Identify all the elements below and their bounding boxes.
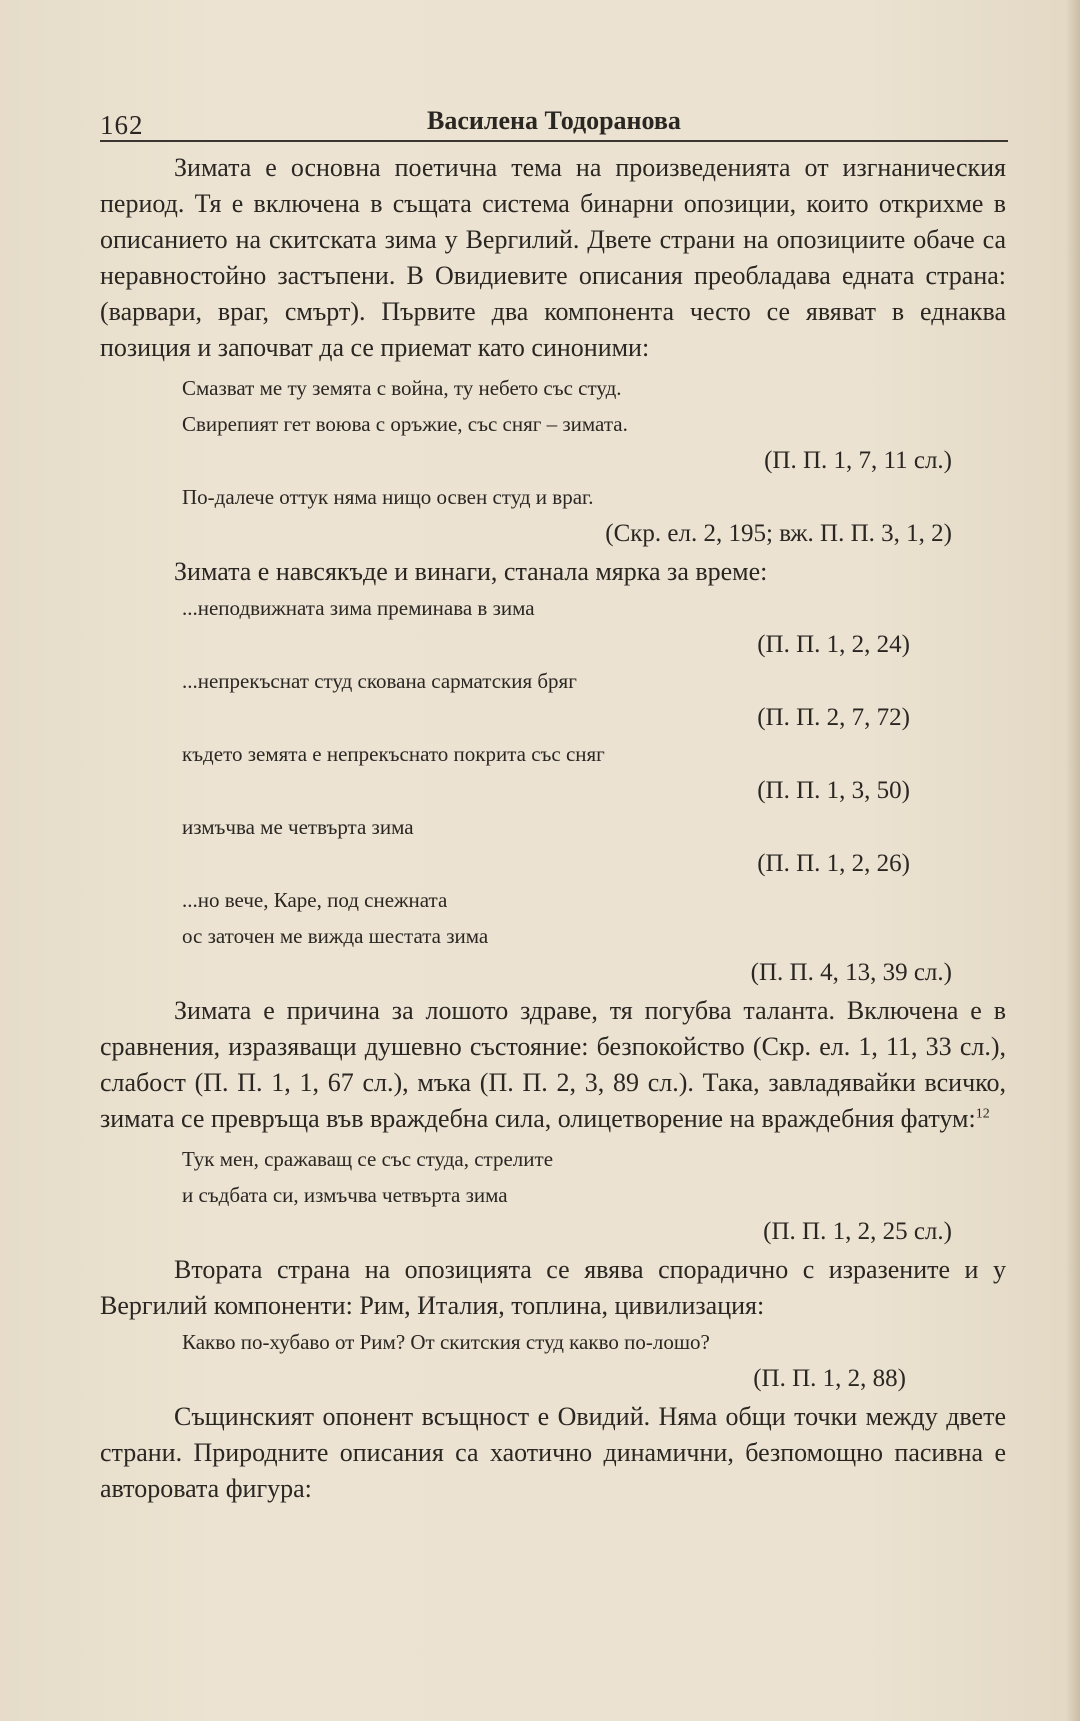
verse-quote: ...неподвижната зима преминава в зима — [182, 596, 535, 620]
citation: (П. П. 1, 7, 11 сл.) — [764, 447, 952, 474]
paragraph-text: Зимата е причина за лошото здраве, тя погубва таланта. Включена е в сравнения, изразяващи душевно състояние: безпокойство (Скр. ел. 1, 11, 33 сл.), слабост (П. П. 1, 1, 67 сл.), мъка (П. П. 2, 3, 89 сл.). Така, завладявайки всичко, зимата се превръща във враждебна сила, олицетворение на враждебния фатум: — [100, 996, 1006, 1133]
citation: (П. П. 1, 2, 24) — [757, 631, 910, 658]
verse-quote: където земята е непрекъснато покрита със сняг — [182, 742, 605, 766]
verse-quote: ос заточен ме вижда шестата зима — [182, 924, 489, 948]
citation: (П. П. 1, 2, 25 сл.) — [763, 1218, 952, 1245]
citation: (П. П. 1, 2, 26) — [757, 850, 910, 877]
verse-quote: Какво по-хубаво от Рим? От скитския студ какво по-лошо? — [182, 1330, 710, 1354]
verse-quote: Тук мен, сражаващ се със студа, стрелите — [182, 1147, 554, 1171]
page-header — [100, 100, 1008, 142]
citation: (П. П. 1, 3, 50) — [757, 777, 910, 804]
verse-quote: и съдбата си, измъчва четвърта зима — [182, 1183, 508, 1207]
paragraph: Същинският опонент всъщност е Овидий. Няма общи точки между двете страни. Природните описания са хаотично динамични, безпомощно пасивна е авторовата фигура: — [100, 1402, 1006, 1503]
verse-quote: ...но вече, Каре, под снежната — [182, 888, 448, 912]
paragraph: Втората страна на опозицията се явява спорадично с изразените и у Вергилий компоненти: Рим, Италия, топлина, цивилизация: — [100, 1255, 1006, 1320]
verse-quote: По-далече оттук няма нищо освен студ и враг. — [182, 485, 594, 509]
running-head: Василена Тодоранова — [427, 106, 681, 135]
verse-quote: измъчва ме четвърта зима — [182, 815, 414, 839]
citation: (П. П. 4, 13, 39 сл.) — [750, 959, 952, 986]
verse-quote: Свирепият гет воюва с оръжие, със сняг – зимата. — [182, 412, 628, 436]
body-text — [100, 150, 1006, 1507]
citation: (П. П. 2, 7, 72) — [757, 704, 910, 731]
footnote-marker: 12 — [975, 1106, 990, 1122]
paragraph: Зимата е основна поетична тема на произведенията от изгнаническия период. Тя е включена в същата система бинарни опозиции, които открихме в описанието на скитската зима у Вергилий. Двете страни на опозициите обаче са неравностойно застъпени. В Овидиевите описания преобладава едната страна: (варвари, враг, смърт). Първите два компонента често се явяват в еднаква позиция и започват да се приемат като синоними: — [100, 153, 1006, 362]
paragraph: Зимата е навсякъде и винаги, станала мярка за време: — [174, 557, 768, 586]
citation: (П. П. 1, 2, 88) — [753, 1365, 906, 1392]
page-number: 162 — [100, 110, 144, 140]
paragraph — [100, 993, 1006, 1137]
verse-quote: ...непрекъснат студ скована сарматския бряг — [182, 669, 577, 693]
verse-quote: Смазват ме ту земята с война, ту небето със студ. — [182, 376, 622, 400]
page-edge — [1066, 0, 1080, 1721]
citation: (Скр. ел. 2, 195; вж. П. П. 3, 1, 2) — [605, 520, 952, 547]
